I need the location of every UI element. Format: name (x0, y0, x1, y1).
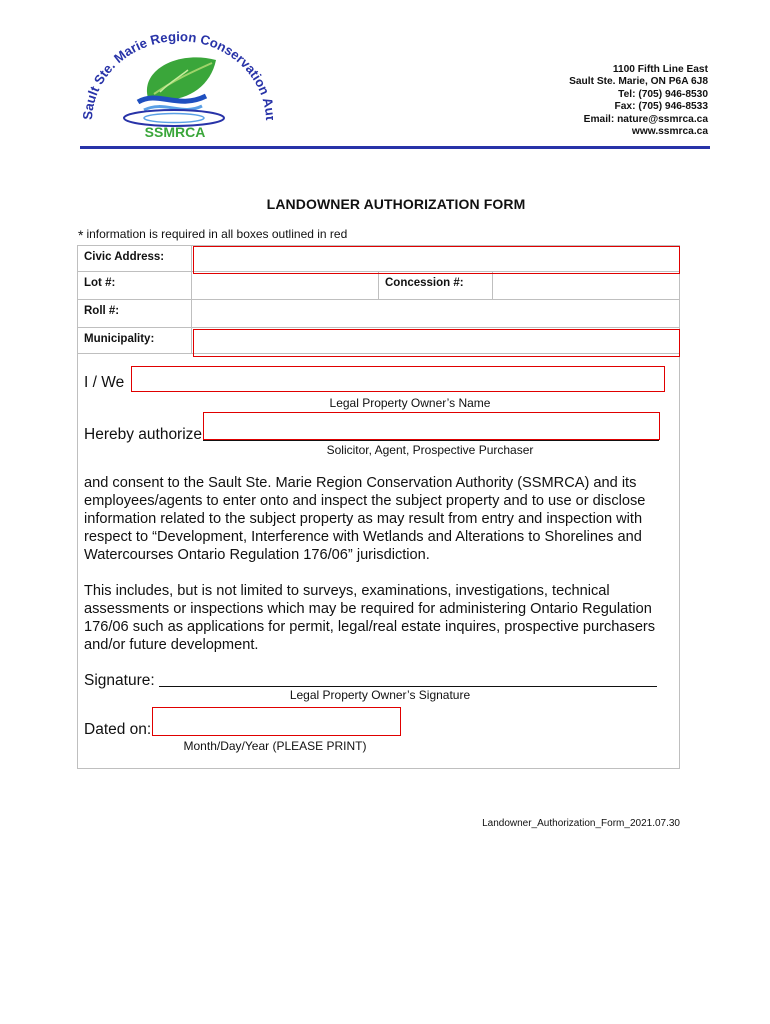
concession-value-divider (492, 272, 493, 300)
civic-address-label: Civic Address: (84, 251, 165, 263)
concession-field[interactable] (494, 273, 679, 299)
owner-name-caption: Legal Property Owner’s Name (329, 396, 491, 410)
municipality-field[interactable] (193, 329, 680, 357)
scope-paragraph: This includes, but is not limited to surveys, examinations, investigations, technical assessments or inspections which may be required for administering Ontario Regulation 176/06 such as applications for permit, legal/real estate inquires, prospective purchasers and/or future development. (84, 583, 656, 653)
signature-caption: Legal Property Owner’s Signature (289, 688, 471, 702)
required-note (78, 227, 347, 243)
lot-field[interactable] (193, 273, 377, 299)
consent-paragraph: and consent to the Sault Ste. Marie Region Conservation Authority (SSMRCA) and its employees/agents to enter onto and inspect the subject property and to use or disclose information related to the subject property as may result from entry and inspection with respect to “Development, Interference with Wetlands and Alterations to Shorelines and Watercourses Ontario Regulation 176/06” jurisdiction. (84, 475, 646, 563)
form-title: LANDOWNER AUTHORIZATION FORM (266, 196, 526, 212)
leaf-icon (147, 57, 216, 100)
authorize-underline (203, 440, 659, 441)
header-divider (80, 146, 710, 149)
contact-tel: Tel: (705) 946-8530 (618, 88, 708, 100)
date-caption: Month/Day/Year (PLEASE PRINT) (183, 739, 367, 753)
signature-line[interactable] (159, 686, 657, 687)
civic-address-field[interactable] (193, 246, 680, 274)
signature-label: Signature: (84, 672, 155, 689)
required-note-text: information is required in all boxes outlined in red (86, 227, 348, 241)
municipality-label: Municipality: (84, 333, 155, 345)
logo-acronym: SSMRCA (144, 124, 206, 140)
authorized-party-caption: Solicitor, Agent, Prospective Purchaser (326, 443, 534, 457)
roll-field[interactable] (193, 301, 679, 327)
contact-fax: Fax: (705) 946-8533 (614, 101, 708, 113)
label-column-divider (191, 245, 192, 354)
roll-label: Roll #: (84, 305, 120, 317)
authorize-label: Hereby authorize (84, 426, 203, 443)
owner-name-field[interactable] (131, 366, 665, 392)
logo-graphic (78, 20, 273, 150)
contact-address: 1100 Fifth Line East (612, 64, 708, 75)
contact-city: Sault Ste. Marie, ON P6A 6J8 (569, 76, 708, 88)
ssmrca-logo (78, 20, 273, 150)
required-star: * (78, 227, 84, 243)
document-id: Landowner_Authorization_Form_2021.07.30 (482, 818, 680, 829)
dated-label: Dated on: (84, 721, 152, 738)
contact-block (569, 64, 708, 138)
contact-email[interactable]: Email: nature@ssmrca.ca (583, 113, 708, 125)
logo-arc-text: Sault Ste. Marie Region Conservation (79, 28, 273, 121)
authorized-party-field[interactable] (203, 412, 660, 440)
lot-concession-divider (378, 272, 379, 300)
contact-web[interactable]: www.ssmrca.ca (631, 126, 708, 138)
concession-label: Concession #: (385, 277, 464, 289)
i-we-label: I / We (84, 374, 125, 391)
lot-label: Lot #: (84, 277, 116, 289)
date-field[interactable] (152, 707, 401, 736)
